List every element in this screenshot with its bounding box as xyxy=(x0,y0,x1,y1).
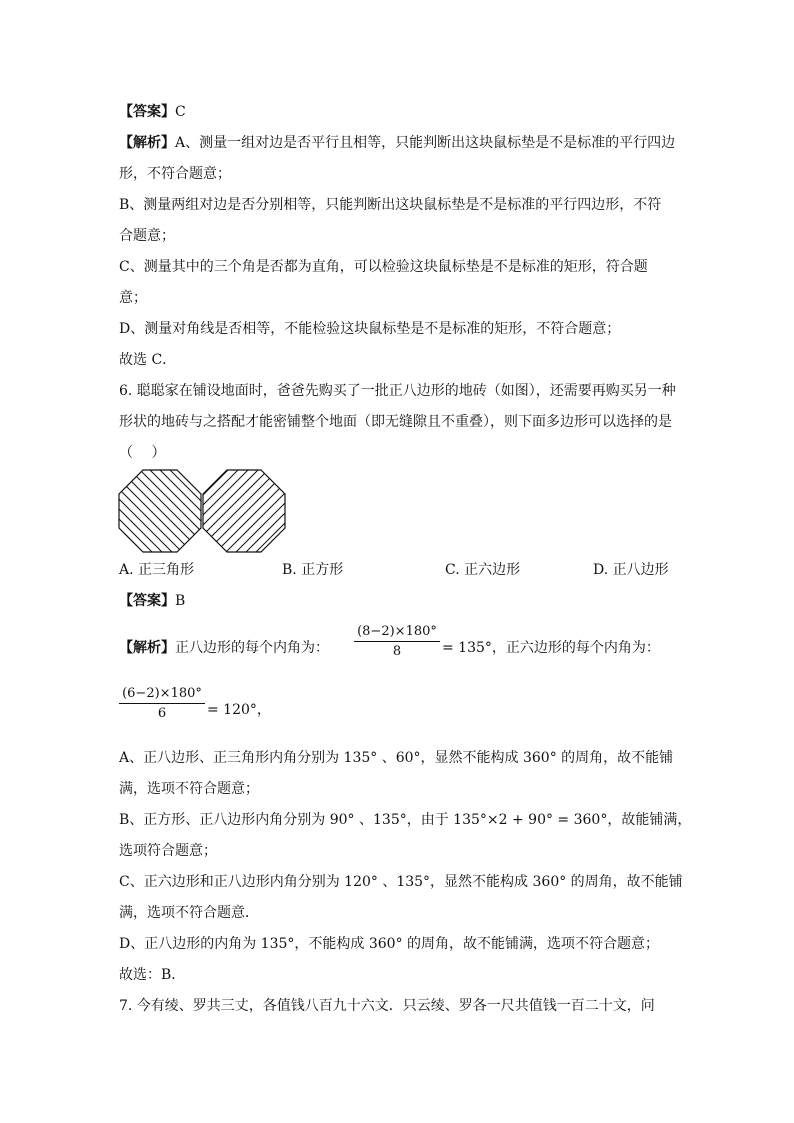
answer-value: B xyxy=(175,593,186,609)
q6-answer-line xyxy=(119,591,185,611)
q6-choose: 故选：B． xyxy=(119,967,186,983)
q6-question-line3: （ ） xyxy=(119,445,166,461)
analysis-text: A、测量一组对边是否平行且相等，只能判断出这块鼠标垫是不是标准的平行四边 xyxy=(175,135,676,151)
q5-analysis-c1: C、测量其中的三个角是否都为直角，可以检验这块鼠标垫是不是标准的矩形，符合题 xyxy=(119,259,648,275)
option-b: B. 正方形 xyxy=(282,562,344,578)
q5-answer-line xyxy=(119,102,186,122)
q6-analysis-d: D、正八边形的内角为 135°，不能构成 360° 的周角，故不能铺满，选项不符合题意； xyxy=(119,936,660,952)
option-c: C. 正六边形 xyxy=(445,562,521,578)
q6-analysis-intro xyxy=(119,638,329,658)
q6-question-line2: 形状的地砖与之搭配才能密铺整个地面（即无缝隙且不重叠），则下面多边形可以选择的是 xyxy=(119,414,672,430)
answer-tag: 【答案】 xyxy=(119,593,175,609)
q5-analysis-a2: 形，不符合题意； xyxy=(119,166,231,182)
q5-analysis-c2: 意； xyxy=(119,290,147,306)
q6-hexagon-result: = 120°， xyxy=(207,702,271,718)
q5-choose: 故选 C． xyxy=(119,352,177,368)
q6-analysis-c1: C、正六边形和正八边形内角分别为 120° 、135°，显然不能构成 360° 的周角，故不能铺 xyxy=(119,874,683,890)
answer-tag: 【答案】 xyxy=(119,104,175,120)
q6-analysis-b2: 选项符合题意； xyxy=(119,843,217,859)
analysis-tag: 【解析】 xyxy=(119,640,175,656)
fraction-denominator: 6 xyxy=(157,706,167,721)
octagon-left-hatch xyxy=(118,468,276,556)
fraction-hexagon-angle xyxy=(119,686,205,721)
q6-analysis-c2: 满，选项不符合题意． xyxy=(119,905,259,921)
q5-analysis-b2: 合题意； xyxy=(119,228,175,244)
q6-analysis-a1: A、正八边形、正三角形内角分别为 135° 、60°，显然不能构成 360° 的周角，故不能铺 xyxy=(119,750,674,766)
q5-analysis-b1: B、测量两组对边是否分别相等，只能判断出这块鼠标垫是不是标准的平行四边形，不符 xyxy=(119,197,662,213)
q7-question-line1: 7. 今有绫、罗共三丈，各值钱八百九十六文．只云绫、罗各一尺共值钱一百二十文，问 xyxy=(119,998,655,1014)
analysis-text: 正八边形的每个内角为： xyxy=(175,640,329,656)
octagon-tiles-figure xyxy=(118,468,292,556)
q5-analysis-a1 xyxy=(119,133,675,153)
fraction-bar xyxy=(119,703,205,704)
q6-analysis-b1: B、正方形、正八边形内角分别为 90° 、135°，由于 135°×2 + 90° = 360°，故能铺满， xyxy=(119,812,692,828)
fraction-numerator: (6−2)×180° xyxy=(122,686,202,701)
octagon-right xyxy=(203,470,285,552)
fraction-denominator: 8 xyxy=(392,644,402,659)
answer-value: C xyxy=(175,104,186,120)
q5-analysis-d: D、测量对角线是否相等，不能检验这块鼠标垫是不是标准的矩形，不符合题意； xyxy=(119,321,621,337)
fraction-bar xyxy=(354,641,440,642)
analysis-tag: 【解析】 xyxy=(119,135,175,151)
q6-analysis-intro-result: = 135°，正六边形的每个内角为： xyxy=(442,640,660,656)
fraction-numerator: (8−2)×180° xyxy=(357,624,437,639)
option-d: D. 正八边形 xyxy=(593,562,669,578)
q6-question-line1: 6. 聪聪家在铺设地面时，爸爸先购买了一批正八边形的地砖（如图），还需要再购买另一种 xyxy=(119,383,676,399)
option-a: A. 正三角形 xyxy=(119,562,195,578)
q6-analysis-a2: 满，选项不符合题意； xyxy=(119,781,259,797)
octagon-right-hatch xyxy=(132,468,292,556)
fraction-octagon-angle xyxy=(354,624,440,659)
